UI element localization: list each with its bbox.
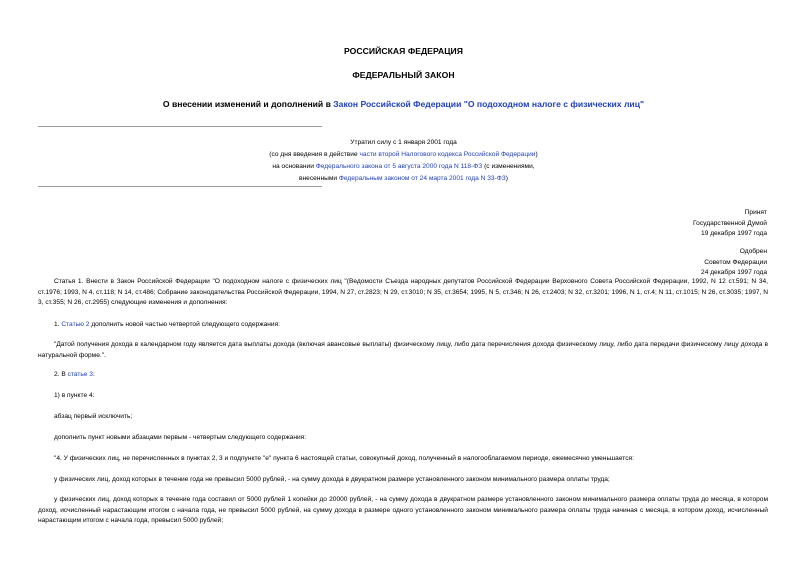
council-approval (527, 247, 767, 279)
quote-1: "Датой получения дохода в календарном году является дата выплаты дохода (включая авансовые выплаты) физическому лицу, либо дата перечисления дохода физическому лицу, либо дата передачи физическому лицу дохода в натуральной форме.". (38, 341, 768, 359)
status-line-2 (0, 149, 807, 161)
article-2-link[interactable]: Статью 2 (61, 321, 90, 328)
tax-code-link[interactable]: части второй Налогового кодекса Российской Федерации (359, 151, 536, 158)
approved-date: 24 декабря 1997 года (701, 269, 767, 276)
status-line-4-text: внесенными (299, 175, 339, 182)
accepted-label: Принят (744, 209, 767, 216)
sub-item-1: 1) в пункте 4: (54, 392, 95, 399)
law-33-fz-link[interactable]: Федеральным законом от 24 марта 2001 года N 33-ФЗ (338, 175, 506, 182)
sub-item-1a: абзац первый исключить; (54, 413, 133, 420)
status-line-3 (0, 161, 807, 173)
law-118-fz-link[interactable]: Федерального закона от 5 августа 2000 года N 118-ФЗ (315, 163, 483, 170)
item-1-text: дополнить новой частью четвертой следующего содержания: (89, 321, 280, 328)
paragraph-4: "4. У физических лиц, не перечисленных в пунктах 2, 3 и подпункте "е" пункта 6 настоящей статьи, совокупный доход, полученный в налогооблагаемом периоде, ежемесячно уменьшается: (54, 455, 634, 462)
status-line-1: Утратил силу с 1 января 2001 года (350, 139, 457, 146)
country-heading: РОССИЙСКАЯ ФЕДЕРАЦИЯ (343, 46, 464, 56)
law-title (0, 99, 807, 109)
status-line-3-text: на основании (272, 163, 316, 170)
accepted-by: Государственной Думой (693, 219, 767, 227)
status-line-4 (0, 173, 807, 185)
status-line-2-end: ) (535, 151, 538, 158)
item-1 (54, 320, 768, 331)
sub-item-1b: дополнить пункт новыми абзацами первым - четвертым следующего содержания: (54, 434, 307, 441)
status-line-2-text: (со дня введения в действие (269, 151, 360, 158)
law-type-heading: ФЕДЕРАЛЬНЫЙ ЗАКОН (352, 70, 455, 80)
article-3-link[interactable]: статье 3 (67, 371, 93, 378)
law-title-prefix: О внесении изменений и дополнений в (162, 99, 334, 109)
status-line-3-end: (с изменениями, (482, 163, 535, 170)
duma-adoption (527, 208, 767, 240)
article-1-text: Статья 1. Внести в Закон Российской Федерации "О подоходном налоге с физических лиц "(Ведомости Съезда народных депутатов Российской Федерации Верховного Совета Российской Федерации, 1992, N 12 ст.591; N 34, ст.1976; 1993, N 4, ст.118; N 14, ст.486; Собрание законодательства Российской Федерации, 1994, N 27, ст.2823; N 29, ст.3010; N 35, ст.3654; 1995, N 5, ст.346; N 26, ст.2403; N 32, ст.3201; 1996, N 1, ст.4; N 11, ст.1015; N 26, ст.3035; 1997, N 3, ст.355; N 26, ст.2955) следующие изменения и дополнения: (38, 278, 768, 307)
item-2-end: : (92, 371, 95, 378)
top-divider (38, 126, 322, 127)
status-line-4-end: ) (505, 175, 508, 182)
accepted-date: 19 декабря 1997 года (701, 230, 767, 237)
status-note (0, 137, 807, 185)
paragraph-4b: у физических лиц, доход которых в течение года составил от 5000 рублей 1 копейки до 20000 рублей, - на сумму дохода в двукратном размере установленного законом минимального размера оплаты труда до месяца, в котором доход, исчисленный нарастающим итогом с начала года, не превысил 5000 рублей, на сумму дохода в размере одного установленного законом минимального размера оплаты труда начиная с месяца, в котором доход, исчисленный нарастающим итогом с начала года, превысил 5000 рублей; (38, 496, 768, 525)
approved-label: Одобрен (739, 248, 767, 255)
item-2-number: 2. В (54, 371, 68, 378)
bottom-divider (38, 186, 322, 187)
item-2 (54, 370, 768, 381)
paragraph-4a: у физических лиц, доход которых в течение года не превысил 5000 рублей, - на сумму дохода в двукратном размере установленного законом минимального размера оплаты труда; (54, 476, 610, 483)
item-1-number: 1. (54, 321, 62, 328)
law-title-link[interactable]: Закон Российской Федерации "О подоходном налоге с физических лиц" (333, 99, 645, 109)
approved-by: Советом Федерации (704, 258, 767, 266)
